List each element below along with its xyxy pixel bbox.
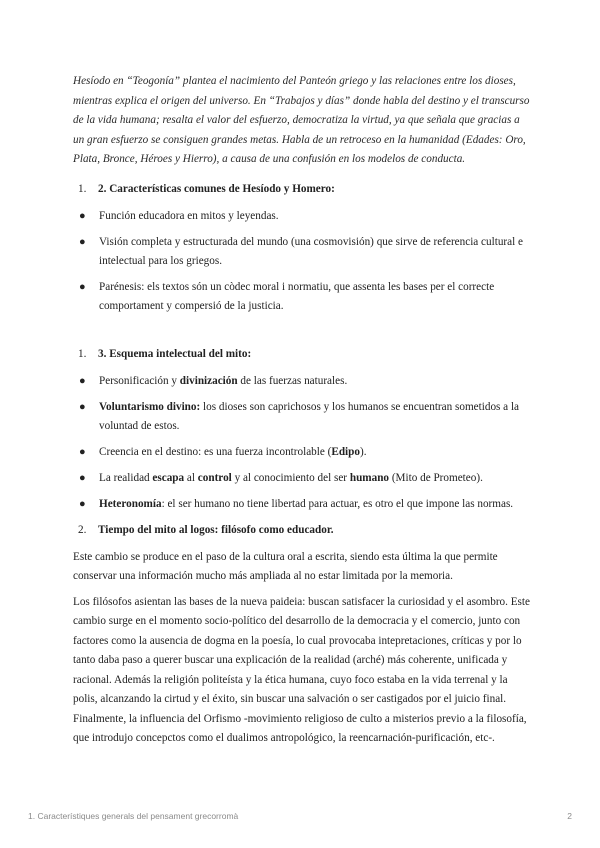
section-heading-mito-logos xyxy=(73,521,530,540)
body-paragraph: Este cambio se produce en el paso de la cultura oral a escrita, siendo esta última la que permite conservar una información mucho más ampliada al no estar limitada por la memoria. xyxy=(73,550,498,582)
section-title: Tiempo del mito al logos: filósofo como educador. xyxy=(98,523,334,536)
list-item: ● Creencia en el destino: es una fuerza incontrolable (Edipo). xyxy=(73,443,530,462)
bullet-icon: ● xyxy=(79,445,86,458)
list-item: ● Función educadora en mitos y leyendas. xyxy=(73,207,530,226)
list-item: ● Voluntarismo divino: los dioses son caprichosos y los humanos se encuentran sometidos a la voluntad de estos. xyxy=(73,398,530,436)
list-item: ● La realidad escapa al control y al conocimiento del ser humano (Mito de Prometeo). xyxy=(73,469,530,488)
bullet-icon: ● xyxy=(79,400,86,413)
list-number: 2. xyxy=(78,523,87,536)
bullet-icon: ● xyxy=(79,497,86,510)
bullet-icon: ● xyxy=(79,374,86,387)
footer-title: 1. Característiques generals del pensament grecorromà xyxy=(28,811,239,821)
list-item: ● Visión completa y estructurada del mundo (una cosmovisión) que sirve de referencia cultural e intelectual para los griegos. xyxy=(73,233,530,271)
esquema-list xyxy=(73,372,530,514)
list-number: 1. xyxy=(78,182,87,195)
caracteristicas-list xyxy=(73,207,530,316)
section-title: 3. Esquema intelectual del mito: xyxy=(98,347,252,360)
bullet-icon: ● xyxy=(79,471,86,484)
intro-paragraph: Hesíodo en “Teogonía” plantea el nacimiento del Panteón griego y las relaciones entre los dioses, mientras explica el origen del universo. En “Trabajos y días” donde habla del destino y el transcurso de la vida humana; resalta el valor del esfuerzo, democratiza la virtud, ya que señala que gracias a un gran esfuerzo se consiguen grandes metas. Habla de un retroceso en la humanidad (Edades: Oro, Plata, Bronce, Héroes y Hierro), a causa de una confusión en los modelos de conducta. xyxy=(73,75,530,165)
bullet-icon: ● xyxy=(79,280,86,293)
body-paragraph: Los filósofos asientan las bases de la nueva paideia: buscan satisfacer la curiosidad y el asombro. Este cambio surge en el momento socio-político del desarrollo de la democracia y el comercio, junto con factores como la ausencia de dogma en la poesía, lo cual provocaba intepretaciones, críticas y por lo tanto daba paso a querer buscar una explicación de la realidad (arché) más coherente, unificada y racional. Además la religión politeísta y la ética humana, cuyo foco estaba en la vida terrenal y la polis, alcanzando la cirtud y el éxito, sin buscar una salvación o ser castigados por el juicio final. Finalmente, la influencia del Orfismo -movimiento religioso de culto a misterios previo a la filosofía, que introdujo concepctos como el dualimos antropológico, la reencarnación-purificación, etc-. xyxy=(73,595,530,744)
page-footer xyxy=(28,811,572,821)
section-title: 2. Características comunes de Hesíodo y Homero: xyxy=(98,182,335,195)
document-page xyxy=(73,72,530,755)
list-item: ● Personificación y divinización de las fuerzas naturales. xyxy=(73,372,530,391)
bullet-icon: ● xyxy=(79,209,86,222)
section-heading-esquema xyxy=(73,345,530,364)
list-item: ● Parénesis: els textos són un còdec moral i normatiu, que assenta les bases per el correcte comportament y compersió de la justicia. xyxy=(73,278,530,316)
page-number: 2 xyxy=(567,811,572,821)
list-item: ● Heteronomía: el ser humano no tiene libertad para actuar, es otro el que impone las normas. xyxy=(73,495,530,514)
bullet-icon: ● xyxy=(79,235,86,248)
list-number: 1. xyxy=(78,347,87,360)
section-heading-caracteristicas xyxy=(73,180,530,199)
